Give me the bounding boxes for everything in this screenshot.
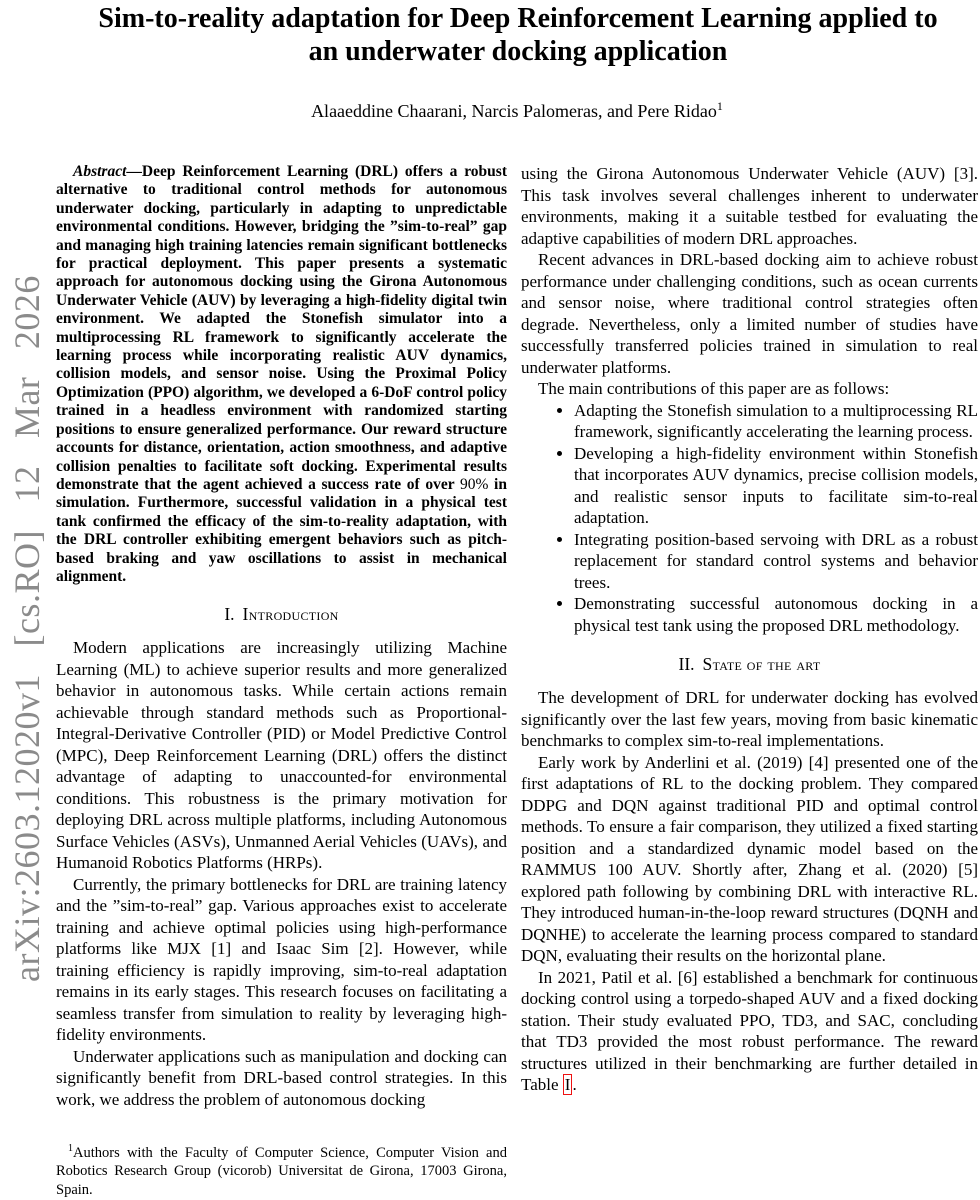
- section-heading-state-of-the-art: [521, 654, 978, 675]
- abstract-text-1: Deep Reinforcement Learning (DRL) offers a robust alternative to traditional control methods for autonomous underwater docking, particularly in adapting to unpredictable environmental conditions. However, bridging the ”sim-to-real” gap and managing high training latencies remain significant bottlenecks for practical deployment. This paper presents a systematic approach for autonomous docking using the Girona Autonomous Underwater Vehicle (AUV) by leveraging a high-fidelity digital twin environment. We adapted the Stonefish simulator into a multiprocessing RL framework to significantly accelerate the learning process while incorporating realistic AUV dynamics, collision models, and sensor noise. Using the Proximal Policy Optimization (PPO) algorithm, we developed a 6-DoF control policy trained in a headless environment with randomized starting positions to ensure generalized performance. Our reward structure accounts for distance, orientation, action smoothness, and adaptive collision penalties to facilitate soft docking. Experimental results demonstrate that the agent achieved a success rate of over: [56, 163, 507, 493]
- author-affiliation-mark: 1: [716, 99, 723, 113]
- section-title: State of the art: [702, 654, 821, 674]
- paper-title-line2: an underwater docking application: [308, 36, 728, 67]
- right-column: [521, 163, 978, 1200]
- sota-paragraph-2: Early work by Anderlini et al. (2019) [4] presented one of the first adaptations of RL to the docking problem. They compared DDPG and DQN against traditional PID and optimal control methods. To ensure a fair comparison, they utilized a fixed starting position and a standardized dynamic model based on the RAMMUS 100 AUV. Shortly after, Zhang et al. (2020) [5] explored path following by combining DRL with interactive RL. They introduced human-in-the-loop reward structures (DQNH and DQNHE) to accelerate the learning process compared to standard DQN, evaluating their results on the horizontal plane.: [521, 752, 978, 965]
- left-column: [56, 163, 507, 1200]
- paper-title-line1: Sim-to-reality adaptation for Deep Reinforcement Learning applied to: [98, 3, 938, 34]
- intro-paragraph-3-right: using the Girona Autonomous Underwater Vehicle (AUV) [3]. This task involves several challenges inherent to underwater environments, making it a suitable testbed for evaluating the adaptive capabilities of modern DRL approaches.: [521, 164, 978, 248]
- contribution-item: • Adapting the Stonefish simulation to a multiprocessing RL framework, significantly accelerating the learning process.: [574, 400, 978, 443]
- contribution-item: • Integrating position-based servoing with DRL as a robust replacement for standard control systems and behavior trees.: [574, 529, 978, 594]
- table-1-reference-link[interactable]: I: [564, 1075, 571, 1094]
- author-footnote: [56, 1140, 507, 1200]
- sota-paragraph-3-end: .: [572, 1075, 577, 1094]
- authors-line: [56, 99, 978, 122]
- contribution-item: • Developing a high-fidelity environment within Stonefish that incorporates AUV dynamics, precise collision models, and realistic sensor inputs to facilitate sim-to-real adaptation.: [574, 443, 978, 529]
- abstract-text-2: in simulation. Furthermore, successful validation in a physical test tank confirmed the efficacy of the sim-to-reality adaptation, with the DRL controller exhibiting emergent behaviors such as pitch-based braking and yaw oscillations to assist in mechanical alignment.: [56, 475, 507, 585]
- intro-paragraph-1: Modern applications are increasingly utilizing Machine Learning (ML) to achieve superior results and more generalized behavior in autonomous tasks. While certain actions remain achievable through standard methods such as Proportional-Integral-Derivative Controller (PID) or Model Predictive Control (MPC), Deep Reinforcement Learning (DRL) offers the distinct advantage of adapting to unaccounted-for environmental conditions. This robustness is the primary motivation for deploying DRL across multiple platforms, including Autonomous Surface Vehicles (ASVs), Unmanned Aerial Vehicles (UAVs), and Humanoid Robotics Platforms (HRPs).: [56, 638, 507, 873]
- sota-paragraph-3: [521, 967, 978, 1096]
- section-number: I.: [224, 604, 235, 625]
- footnote-mark: 1: [68, 1142, 73, 1154]
- abstract-dash: —: [126, 163, 142, 180]
- abstract-paragraph: [56, 163, 507, 586]
- intro-paragraph-3-left: Underwater applications such as manipulation and docking can significantly benefit from DRL-based control strategies. In this work, we address the problem of autonomous docking: [56, 1046, 507, 1109]
- sota-paragraph-1: The development of DRL for underwater docking has evolved significantly over the last few years, moving from basic kinematic benchmarks to complex sim-to-real implementations.: [521, 688, 978, 750]
- paper-title: [56, 2, 980, 68]
- arxiv-watermark: arXiv:2603.12020v1 [cs.RO] 12 Mar 2026: [7, 275, 47, 982]
- section-number: II.: [678, 654, 695, 674]
- section-title: Introduction: [242, 604, 339, 625]
- author-names: Alaaeddine Chaarani, Narcis Palomeras, and Pere Ridao: [311, 101, 717, 121]
- abstract-label: Abstract: [73, 163, 127, 180]
- section-heading-introduction: [56, 604, 507, 625]
- sota-paragraph-3-text: In 2021, Patil et al. [6] established a benchmark for continuous docking control using a torpedo-shaped AUV and a fixed docking station. Their study evaluated PPO, TD3, and SAC, concluding that TD3 provided the most robust performance. The reward structures utilized in their benchmarking are further detailed in Table: [521, 967, 978, 1094]
- contributions-lead: The main contributions of this paper are as follows:: [538, 379, 890, 398]
- contribution-item: • Demonstrating successful autonomous docking in a physical test tank using the proposed DRL methodology.: [574, 593, 978, 636]
- abstract-success-rate: 90%: [459, 475, 489, 493]
- footnote-text: Authors with the Faculty of Computer Science, Computer Vision and Robotics Research Group (vicorob) Universitat de Girona, 17003 Girona, Spain.: [56, 1144, 507, 1198]
- intro-paragraph-2: Currently, the primary bottlenecks for DRL are training latency and the ”sim-to-real” gap. Various approaches exist to accelerate training and achieve optimal policies using high-performance platforms like MJX [1] and Isaac Sim [2]. However, while training efficiency is rapidly improving, sim-to-real adaptation remains in its early stages. This research focuses on facilitating a seamless transfer from simulation to reality by leveraging high-fidelity environments.: [56, 874, 507, 1045]
- two-column-body: [56, 163, 978, 1200]
- intro-paragraph-4: Recent advances in DRL-based docking aim to achieve robust performance under challenging conditions, such as ocean currents and sensor noise, where traditional control strategies often degrade. Nevertheless, only a limited number of studies have successfully transferred policies trained in simulation to real underwater platforms.: [521, 250, 978, 377]
- contributions-list: [521, 400, 978, 637]
